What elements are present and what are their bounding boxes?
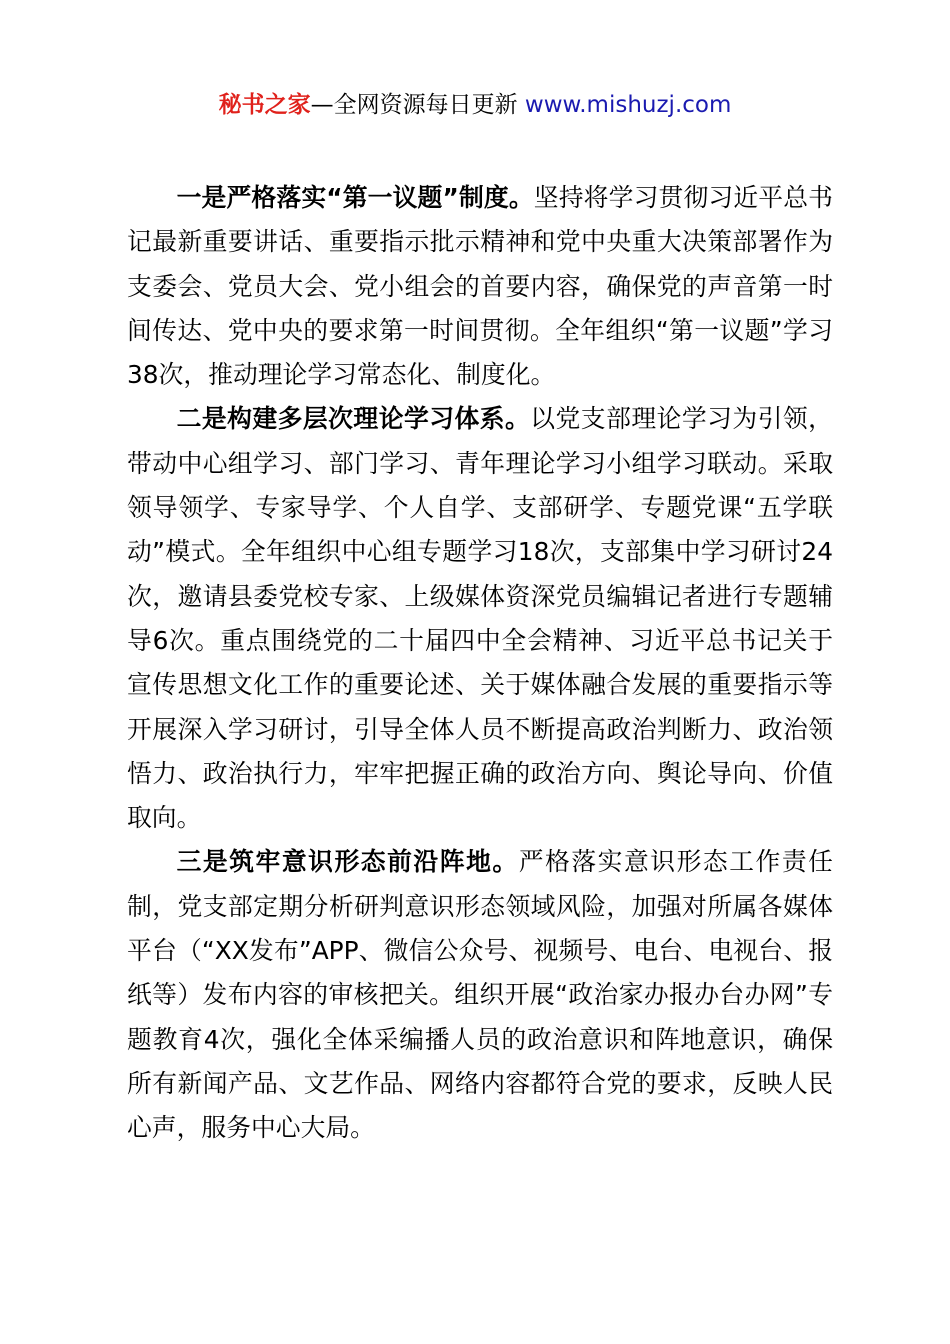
brand-name: 秘书之家 [218, 92, 311, 118]
document-body [127, 176, 833, 1151]
header-tagline: —全网资源每日更新 [310, 92, 518, 118]
paragraph-lead: 三是筑牢意识形态前沿阵地。 [176, 847, 519, 877]
site-url[interactable]: www.mishuzj.com [524, 92, 732, 118]
paragraph-2 [127, 397, 833, 840]
paragraph-text: 坚持将学习贯彻习近平总书记最新重要讲话、重要指示批示精神和党中央重大决策部署作为支委会、党员大会、党小组会的首要内容，确保党的声音第一时间传达、党中央的要求第一时间贯彻。全年组织“第一议题”学习38次，推动理论学习常态化、制度化。 [127, 183, 833, 390]
paragraph-text: 严格落实意识形态工作责任制，党支部定期分析研判意识形态领域风险，加强对所属各媒体平台（“XX发布”APP、微信公众号、视频号、电台、电视台、报纸等）发布内容的审核把关。组织开展“政治家办报办台办网”专题教育4次，强化全体采编播人员的政治意识和阵地意识，确保所有新闻产品、文艺作品、网络内容都符合党的要求，反映人民心声，服务中心大局。 [127, 847, 833, 1143]
paragraph-lead: 一是严格落实“第一议题”制度。 [176, 183, 534, 212]
paragraph-3 [127, 840, 833, 1150]
paragraph-text: 以党支部理论学习为引领，带动中心组学习、部门学习、青年理论学习小组学习联动。采取领导领学、专家导学、个人自学、支部研学、专题党课“五学联动”模式。全年组织中心组专题学习18次，支部集中学习研讨24次，邀请县委党校专家、上级媒体资深党员编辑记者进行专题辅导6次。重点围绕党的二十届四中全会精神、习近平总书记关于宣传思想文化工作的重要论述、关于媒体融合发展的重要指示等开展深入学习研讨，引导全体人员不断提高政治判断力、政治领悟力、政治执行力，牢牢把握正确的政治方向、舆论导向、价值取向。 [127, 404, 833, 833]
paragraph-lead: 二是构建多层次理论学习体系。 [176, 404, 531, 434]
paragraph-1 [127, 176, 833, 397]
page-header [0, 88, 950, 122]
